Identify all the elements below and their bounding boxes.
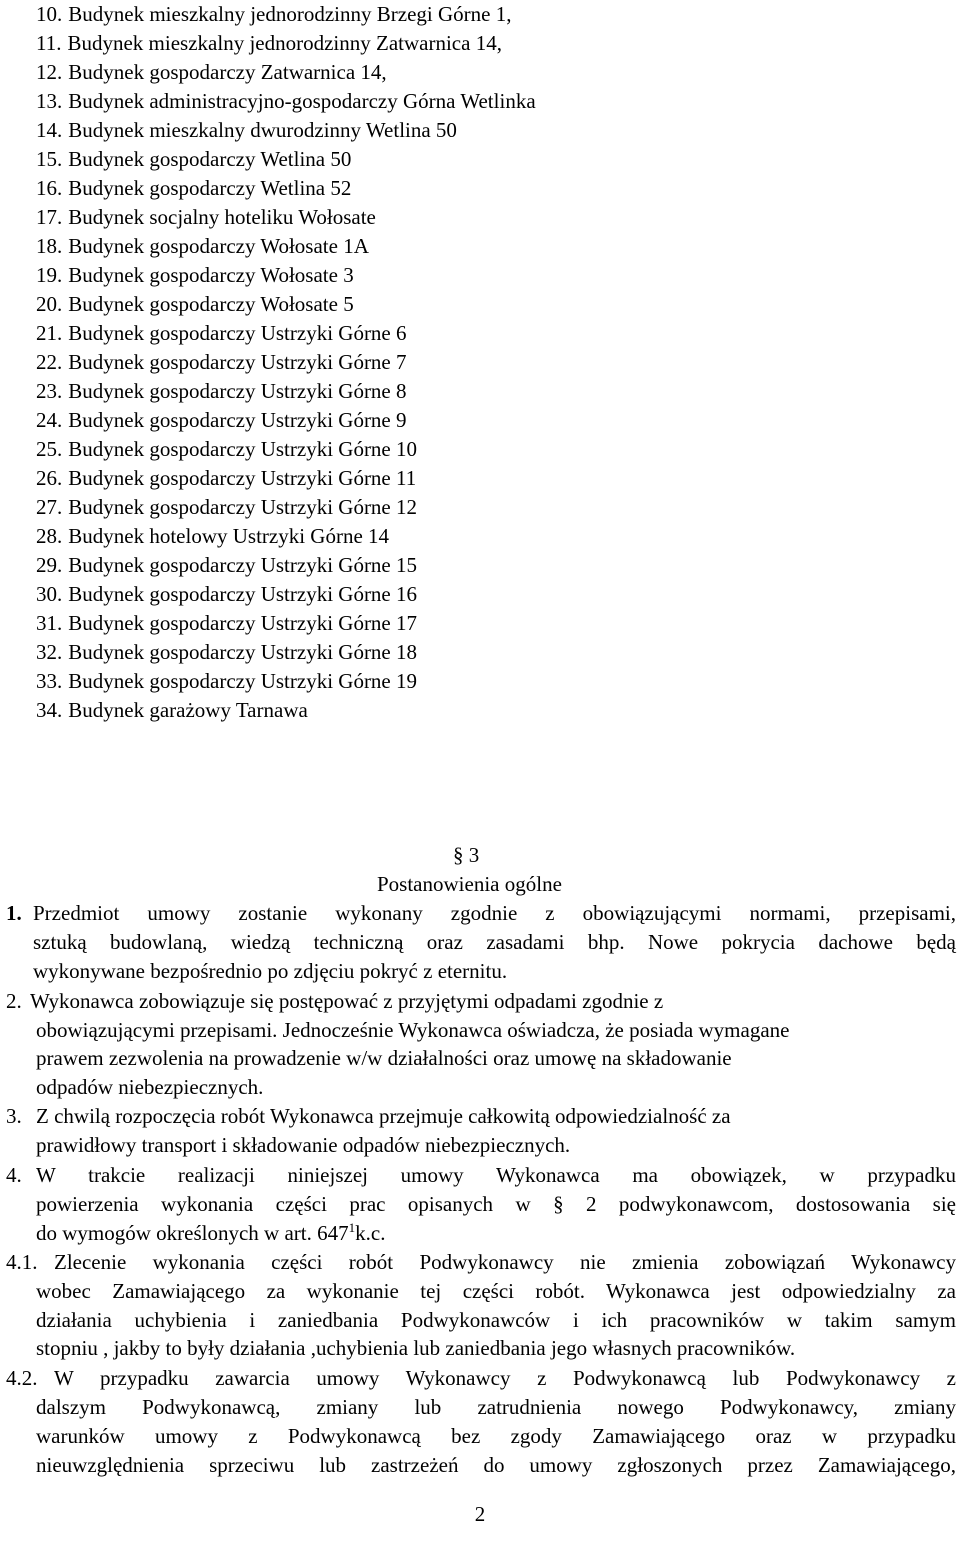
paragraph-line: Wykonawca zobowiązuje się postępować z przyjętymi odpadami zgodnie z: [30, 989, 664, 1013]
list-item: [36, 551, 417, 580]
list-item-text: Budynek gospodarczy Ustrzyki Górne 7: [68, 350, 407, 374]
list-item-text: Budynek gospodarczy Wetlina 50: [68, 147, 352, 171]
paragraph-line-row: [36, 1190, 956, 1219]
list-item-number: 29.: [36, 553, 63, 577]
list-item-number: 16.: [36, 176, 63, 200]
paragraph-line: Zlecenie wykonania części robót Podwykonawcy nie zmienia zobowiązań Wykonawcy: [54, 1250, 956, 1274]
list-item: [36, 116, 457, 145]
paragraph-label: 4.2.: [6, 1366, 38, 1390]
paragraph-line: wobec Zamawiającego za wykonanie tej części robót. Wykonawca jest odpowiedzialny za: [36, 1279, 956, 1303]
list-item: [36, 203, 376, 232]
list-item-number: 11.: [36, 31, 62, 55]
list-item-text: Budynek mieszkalny jednorodzinny Brzegi Górne 1,: [68, 2, 512, 26]
list-item: [36, 319, 407, 348]
paragraph-line-row: [33, 928, 956, 957]
list-item: [36, 174, 351, 203]
list-item-number: 28.: [36, 524, 63, 548]
paragraph-line: prawem zezwolenia na prowadzenie w/w działalności oraz umowę na składowanie: [36, 1046, 732, 1070]
paragraph-line-row: [36, 1131, 570, 1160]
section-number: § 3: [453, 843, 480, 867]
list-item: [36, 0, 511, 29]
paragraph-line: warunków umowy z Podwykonawcą bez zgody Zamawiającego oraz w przypadku: [36, 1424, 956, 1448]
list-item-text: Budynek gospodarczy Ustrzyki Górne 9: [68, 408, 407, 432]
list-item: [36, 232, 369, 261]
paragraph-label: 2.: [6, 989, 22, 1013]
list-item-text: Budynek gospodarczy Wołosate 5: [68, 292, 354, 316]
paragraph-line-row: [36, 1306, 956, 1335]
paragraph-line: nieuwzględnienia sprzeciwu lub zastrzeżeń do umowy zgłoszonych przez Zamawiającego,: [36, 1453, 956, 1477]
list-item-number: 23.: [36, 379, 63, 403]
paragraph-line: W przypadku zawarcia umowy Wykonawcy z Podwykonawcą lub Podwykonawcy z: [54, 1366, 956, 1390]
list-item: [36, 667, 417, 696]
paragraph-line: działania uchybienia i zaniedbania Podwykonawców i ich pracowników w takim samym: [36, 1308, 956, 1332]
paragraph-line: dalszym Podwykonawcą, zmiany lub zatrudnienia nowego Podwykonawcy, zmiany: [36, 1395, 956, 1419]
list-item-number: 12.: [36, 60, 63, 84]
paragraph-line: powierzenia wykonania części prac opisanych w § 2 podwykonawcom, dostosowania się: [36, 1192, 956, 1216]
list-item-text: Budynek gospodarczy Ustrzyki Górne 12: [68, 495, 418, 519]
paragraph-line-row: [36, 1073, 263, 1102]
list-item-text: Budynek gospodarczy Ustrzyki Górne 15: [68, 553, 418, 577]
list-item-text: Budynek gospodarczy Ustrzyki Górne 10: [68, 437, 418, 461]
list-item: [36, 522, 389, 551]
paragraph-line: k.c.: [355, 1221, 386, 1245]
list-item: [36, 377, 407, 406]
list-item-number: 17.: [36, 205, 63, 229]
list-item-number: 14.: [36, 118, 63, 142]
list-item: [36, 464, 416, 493]
paragraph-line-row: [36, 1334, 795, 1363]
list-item: [36, 696, 308, 725]
paragraph-line-row: [36, 1219, 385, 1248]
paragraph-label: 4.1.: [6, 1250, 38, 1274]
paragraph-label: 3.: [6, 1104, 22, 1128]
list-item-number: 26.: [36, 466, 63, 490]
list-item-text: Budynek gospodarczy Ustrzyki Górne 11: [68, 466, 417, 490]
paragraph-line-row: [33, 957, 507, 986]
list-item-text: Budynek mieszkalny dwurodzinny Wetlina 50: [68, 118, 457, 142]
list-item-text: Budynek administracyjno-gospodarczy Górna Wetlinka: [68, 89, 536, 113]
list-item-text: Budynek hotelowy Ustrzyki Górne 14: [68, 524, 390, 548]
paragraph-label: 4.: [6, 1163, 22, 1187]
list-item-text: Budynek garażowy Tarnawa: [68, 698, 308, 722]
list-item-number: 22.: [36, 350, 63, 374]
list-item-text: Budynek gospodarczy Ustrzyki Górne 19: [68, 669, 418, 693]
list-item-number: 21.: [36, 321, 63, 345]
list-item: [36, 87, 536, 116]
list-item-text: Budynek gospodarczy Ustrzyki Górne 6: [68, 321, 407, 345]
superscript-1: 1: [348, 1220, 356, 1235]
list-item-number: 27.: [36, 495, 63, 519]
list-item: [36, 348, 407, 377]
paragraph-line: W trakcie realizacji niniejszej umowy Wykonawca ma obowiązek, w przypadku: [36, 1163, 956, 1187]
paragraph-line-row: [36, 1393, 956, 1422]
list-item-number: 33.: [36, 669, 63, 693]
list-item-number: 18.: [36, 234, 63, 258]
paragraph-line-row: [36, 1451, 956, 1480]
list-item: [36, 290, 354, 319]
list-item-text: Budynek gospodarczy Wołosate 1A: [68, 234, 369, 258]
list-item-text: Budynek gospodarczy Zatwarnica 14,: [68, 60, 387, 84]
paragraph-label-and-line: [0, 1364, 960, 1393]
list-item: [36, 580, 417, 609]
section-title: Postanowienia ogólne: [377, 872, 562, 896]
list-item: [36, 145, 351, 174]
list-item-number: 25.: [36, 437, 63, 461]
list-item-number: 24.: [36, 408, 63, 432]
list-item-number: 31.: [36, 611, 63, 635]
list-item: [36, 261, 354, 290]
paragraph-line: do wymogów określonych w art. 647: [36, 1221, 349, 1245]
list-item-number: 20.: [36, 292, 63, 316]
list-item-number: 19.: [36, 263, 63, 287]
page-number: 2: [474, 1502, 486, 1526]
list-item-text: Budynek gospodarczy Wetlina 52: [68, 176, 352, 200]
paragraph-line: wykonywane bezpośrednio po zdjęciu pokryć z eternitu.: [33, 959, 508, 983]
list-item: [36, 435, 417, 464]
list-item: [36, 29, 502, 58]
list-item: [36, 638, 417, 667]
list-item: [36, 58, 387, 87]
paragraph-line: obowiązującymi przepisami. Jednocześnie Wykonawca oświadcza, że posiada wymagane: [36, 1018, 790, 1042]
list-item-number: 32.: [36, 640, 63, 664]
paragraph-label-and-line: [0, 1161, 960, 1190]
paragraph-label-and-line: [0, 1248, 960, 1277]
list-item: [36, 493, 417, 522]
list-item-text: Budynek socjalny hoteliku Wołosate: [68, 205, 376, 229]
list-item-text: Budynek gospodarczy Ustrzyki Górne 8: [68, 379, 407, 403]
list-item-number: 15.: [36, 147, 63, 171]
paragraph-line: odpadów niebezpiecznych.: [36, 1075, 264, 1099]
list-item-text: Budynek mieszkalny jednorodzinny Zatwarnica 14,: [67, 31, 502, 55]
paragraph-label-and-line: [6, 987, 663, 1016]
paragraph-line: prawidłowy transport i składowanie odpadów niebezpiecznych.: [36, 1133, 571, 1157]
list-item-number: 13.: [36, 89, 63, 113]
list-item-text: Budynek gospodarczy Ustrzyki Górne 17: [68, 611, 418, 635]
paragraph-line: Przedmiot umowy zostanie wykonany zgodnie z obowiązującymi normami, przepisami,: [33, 901, 956, 925]
paragraph-line-row: [36, 1277, 956, 1306]
paragraph-line: Z chwilą rozpoczęcia robót Wykonawca przejmuje całkowitą odpowiedzialność za: [36, 1104, 731, 1128]
list-item: [36, 406, 407, 435]
paragraph-label-and-line: [6, 1102, 731, 1131]
paragraph-line: stopniu , jakby to były działania ,uchybienia lub zaniedbania jego własnych pracowników.: [36, 1336, 796, 1360]
paragraph-line-row: [36, 1044, 732, 1073]
list-item: [36, 609, 417, 638]
list-item-number: 34.: [36, 698, 63, 722]
paragraph-line-row: [36, 1422, 956, 1451]
list-item-text: Budynek gospodarczy Ustrzyki Górne 16: [68, 582, 418, 606]
paragraph-line: sztuką budowlaną, wiedzą techniczną oraz zasadami bhp. Nowe pokrycia dachowe będą: [33, 930, 956, 954]
list-item-text: Budynek gospodarczy Wołosate 3: [68, 263, 354, 287]
paragraph-label-and-line: [0, 899, 960, 928]
paragraph-line-row: [36, 1016, 789, 1045]
list-item-number: 30.: [36, 582, 63, 606]
list-item-text: Budynek gospodarczy Ustrzyki Górne 18: [68, 640, 418, 664]
paragraph-label: 1.: [6, 901, 22, 925]
list-item-number: 10.: [36, 2, 63, 26]
